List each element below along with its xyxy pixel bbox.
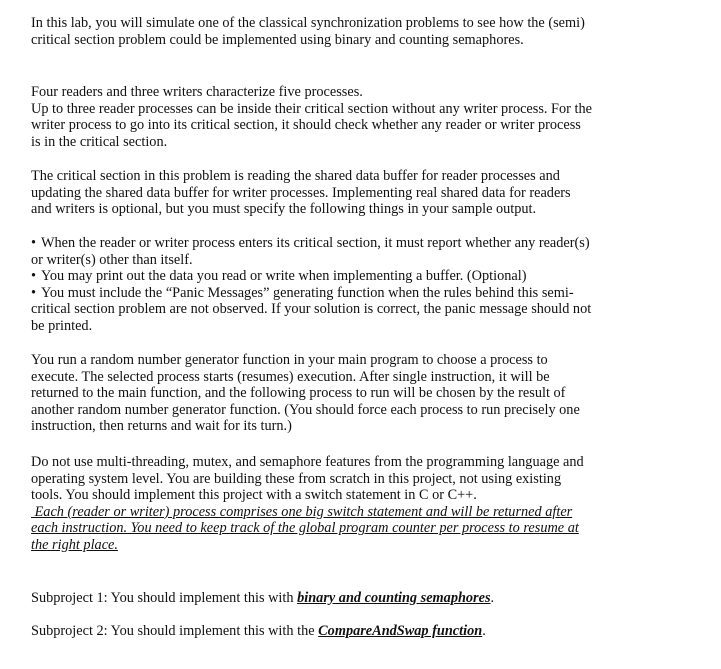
bullet-continuation: be printed. <box>31 317 93 334</box>
bullet-list <box>31 235 621 335</box>
bullet-item <box>31 235 621 252</box>
subproject-2-suffix: . <box>482 623 486 639</box>
text-line: Up to three reader processes can be inside their critical section without any writer process. For the <box>31 100 592 117</box>
text-line: and writers is optional, but you must specify the following things in your sample output. <box>31 201 537 218</box>
text-line: critical section problem could be implemented using binary and counting semaphores. <box>31 31 524 48</box>
underlined-line: the right place. <box>31 536 118 553</box>
text-line: is in the critical section. <box>31 133 168 150</box>
intro-paragraph <box>31 15 621 48</box>
bullet-text: When the reader or writer process enters its critical section, it must report whether any reader(s) <box>41 235 590 251</box>
processes-paragraph <box>31 84 621 150</box>
random-generator-paragraph <box>31 352 621 435</box>
text-line: Do not use multi-threading, mutex, and semaphore features from the programming language and <box>31 454 584 470</box>
bullet-continuation: critical section problem are not observed. If your solution is correct, the panic message should not <box>31 301 592 318</box>
constraints-paragraph <box>31 454 621 554</box>
text-line: tools. You should implement this project with a switch statement in C or C++. <box>31 487 477 504</box>
subproject-2 <box>31 623 621 640</box>
underlined-line: Each (reader or writer) process comprises one big switch statement and will be returned after <box>31 503 573 520</box>
subproject-1-line <box>31 590 621 607</box>
bullet-marker: • <box>31 284 37 301</box>
text-line: writer process to go into its critical section, it should check whether any reader or writer process <box>31 117 581 134</box>
bullet-item <box>31 268 621 285</box>
subproject-2-prefix: Subproject 2: You should implement this with the <box>31 623 319 639</box>
subproject-1-emphasis: binary and counting semaphores <box>297 590 491 606</box>
subproject-2-emphasis: CompareAndSwap function <box>318 623 483 639</box>
bullet-marker: • <box>31 268 37 285</box>
bullet-text: You may print out the data you read or write when implementing a buffer. (Optional) <box>41 268 527 285</box>
bullet-text: You must include the “Panic Messages” generating function when the rules behind this semi- <box>41 284 574 301</box>
critical-section-paragraph <box>31 168 621 218</box>
text-line: Four readers and three writers characterize five processes. <box>31 84 363 100</box>
text-line: operating system level. You are building these from scratch in this project, not using existing <box>31 470 562 487</box>
subproject-2-line <box>31 623 621 640</box>
text-line: instruction, then returns and wait for its turn.) <box>31 418 292 435</box>
underlined-line: each instruction. You need to keep track of the global program counter per process to resume at <box>31 520 579 537</box>
subproject-1 <box>31 590 621 607</box>
bullet-marker: • <box>31 235 37 251</box>
text-line: In this lab, you will simulate one of the classical synchronization problems to see how the (semi) <box>31 15 585 31</box>
text-line: execute. The selected process starts (resumes) execution. After single instruction, it will be <box>31 368 550 385</box>
subproject-1-prefix: Subproject 1: You should implement this with <box>31 590 298 606</box>
bullet-item <box>31 285 621 302</box>
text-line: The critical section in this problem is reading the shared data buffer for reader processes and <box>31 168 560 184</box>
text-line: returned to the main function, and the following process to run will be chosen by the result of <box>31 385 566 402</box>
bullet-continuation: or writer(s) other than itself. <box>31 251 193 268</box>
text-line: another random number generator function. (You should force each process to run precisely one <box>31 401 580 418</box>
subproject-1-suffix: . <box>490 590 495 606</box>
text-line: updating the shared data buffer for writer processes. Implementing real shared data for readers <box>31 184 571 201</box>
text-line: You run a random number generator function in your main program to choose a process to <box>31 352 548 368</box>
